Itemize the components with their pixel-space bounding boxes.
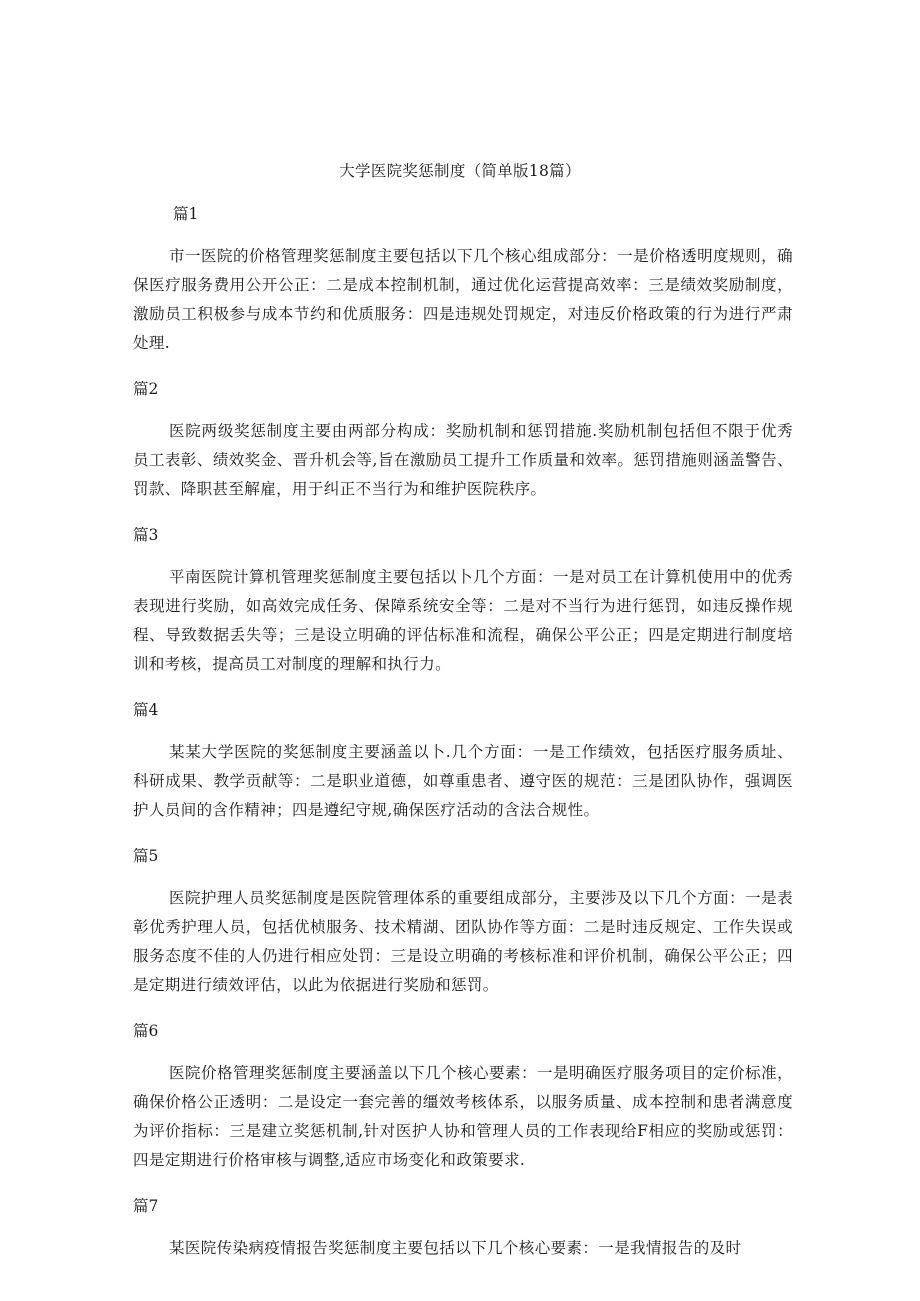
section-heading: 篇4	[133, 701, 159, 719]
section-body: 医院两级奖惩制度主要由两部分构成：奖励机制和惩罚措施.奖励机制包括但不限于优秀员工表彰、绩效奖金、晋升机会等,旨在激励员工提升工作质量和效率。惩罚措施则涵盖警告、罚款、降职甚至解雇，用于纠正不当行为和维护医院秩序。	[133, 422, 793, 498]
section-1	[133, 203, 793, 358]
section-3	[133, 524, 793, 679]
section-7	[133, 1195, 793, 1263]
document-title: 大学医院奖惩制度（简单版18篇）	[339, 162, 581, 180]
section-body: 某某大学医院的奖惩制度主要涵盖以卜.几个方面：一是工作绩效，包括医疗服务质址、科研成果、教学贡献等：二是职业道德，如尊重患者、遵守医的规范：三是团队协作，强调医护人员间的含作精神；四是遵纪守规,确保医疗活动的含法合规性。	[133, 743, 793, 819]
section-body: 医院护理人员奖惩制度是医院管理体系的重要组成部分，主要涉及以下几个方面：一是表彰优秀护理人员，包括优桢服务、技术精湖、团队协作等方面：二是时违反规定、工作失误或服务态度不佳的人仍进行相应处罚：三是设立明确的考核标准和评价机制，确保公平公正；四是定期进行绩效评估，以此为依据进行奖励和惩罚。	[133, 889, 793, 994]
document-content	[133, 203, 793, 1283]
section-6	[133, 1020, 793, 1175]
section-heading: 篇7	[133, 1197, 159, 1215]
section-body: 某医院传染病疫情报告奖惩制度主要包括以下几个核心要素：一是我情报告的及时	[169, 1239, 742, 1257]
section-4	[133, 699, 793, 825]
section-body: 医院价格管理奖惩制度主要涵盖以下几个核心要素：一是明确医疗服务项目的定价标准，确保价格公正透明：二是设定一套完善的缰效考核体系，以服务质量、成本控制和患者满意度为评价指标：三是建立奖惩机制,针对医护人协和管理人员的工作表现给F相应的奖励或惩罚：四是定期进行价格审核与调整,适应市场变化和政策要求.	[133, 1064, 793, 1169]
section-heading: 篇5	[133, 847, 159, 865]
section-body: 平南医院计算机管理奖惩制度主要包括以卜几个方面：一是对员工在计算机使用中的优秀表现进行奖励，如高效完成任务、保障系统安全等：二是对不当行为进行惩罚，如违反操作规程、导致数据丢失等；三是设立明确的评估标准和流程，确保公平公正；四是定期进行制度培训和考核，提高员工对制度的理解和执行力。	[133, 568, 793, 673]
section-heading: 篇1	[173, 205, 199, 223]
section-2	[133, 378, 793, 504]
section-heading: 篇3	[133, 526, 159, 544]
section-heading: 篇2	[133, 380, 159, 398]
section-body: 市一医院的价格管理奖惩制度主要包括以下几个核心组成部分：一是价格透明度规则，确保医疗服务费用公开公正：二是成本控制机制，通过优化运营提高效率：三是绩效奖励制度，激励员工积极参与成本节约和优质服务：四是违规处罚规定，对违反价格政策的行为进行严肃处理.	[133, 247, 793, 352]
section-5	[133, 845, 793, 1000]
section-heading: 篇6	[133, 1022, 159, 1040]
